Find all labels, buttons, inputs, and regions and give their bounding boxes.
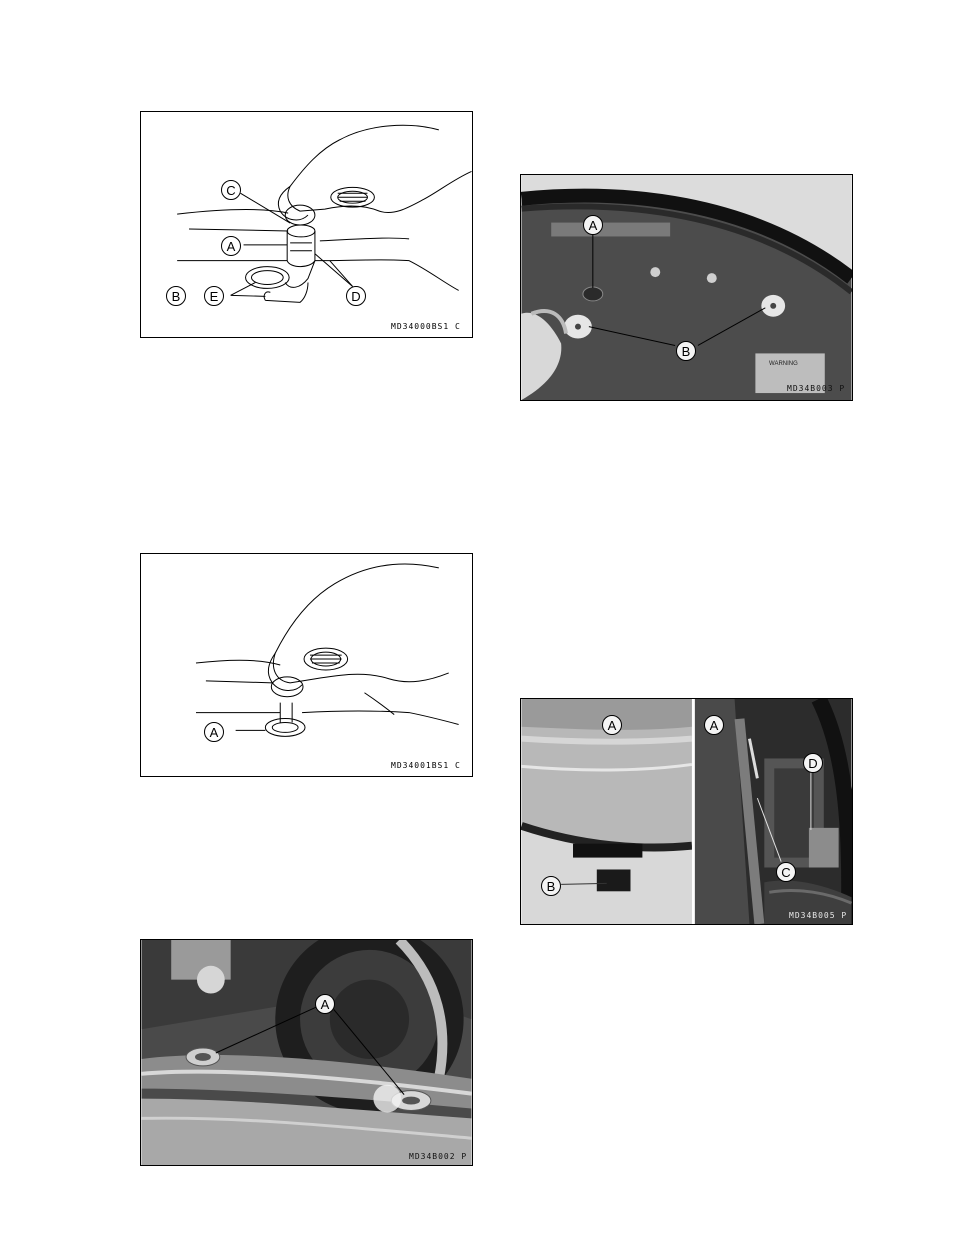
label-b: B: [676, 341, 696, 361]
figure-code: MD34000BS1 C: [391, 322, 461, 331]
warning-sticker-text: WARNING: [769, 361, 798, 367]
label-a: A: [221, 236, 241, 256]
figure-5-photo: [520, 698, 853, 925]
figure-3-image: [141, 940, 472, 1165]
label-a: A: [204, 722, 224, 742]
figure-1-illustration: [141, 112, 472, 337]
figure-code: MD34B005 P: [789, 911, 848, 920]
label-a: A: [315, 994, 335, 1014]
figure-code: MD34001BS1 C: [391, 761, 461, 770]
label-a: A: [583, 215, 603, 235]
figure-2-illustration: [141, 554, 472, 776]
label-d: D: [346, 286, 366, 306]
label-d: D: [803, 753, 823, 773]
label-a-left: A: [602, 715, 622, 735]
figure-code: MD34B003 P: [787, 384, 846, 393]
label-a-right: A: [704, 715, 724, 735]
figure-1-drawing: [140, 111, 473, 338]
label-c: C: [776, 862, 796, 882]
figure-4-image: [521, 175, 852, 400]
figure-2-drawing: [140, 553, 473, 777]
figure-4-photo: [520, 174, 853, 401]
figure-3-photo: [140, 939, 473, 1166]
label-b: B: [541, 876, 561, 896]
figure-5-image: [521, 699, 852, 924]
label-e: E: [204, 286, 224, 306]
figure-code: MD34B002 P: [409, 1152, 468, 1161]
label-c: C: [221, 180, 241, 200]
label-b: B: [166, 286, 186, 306]
